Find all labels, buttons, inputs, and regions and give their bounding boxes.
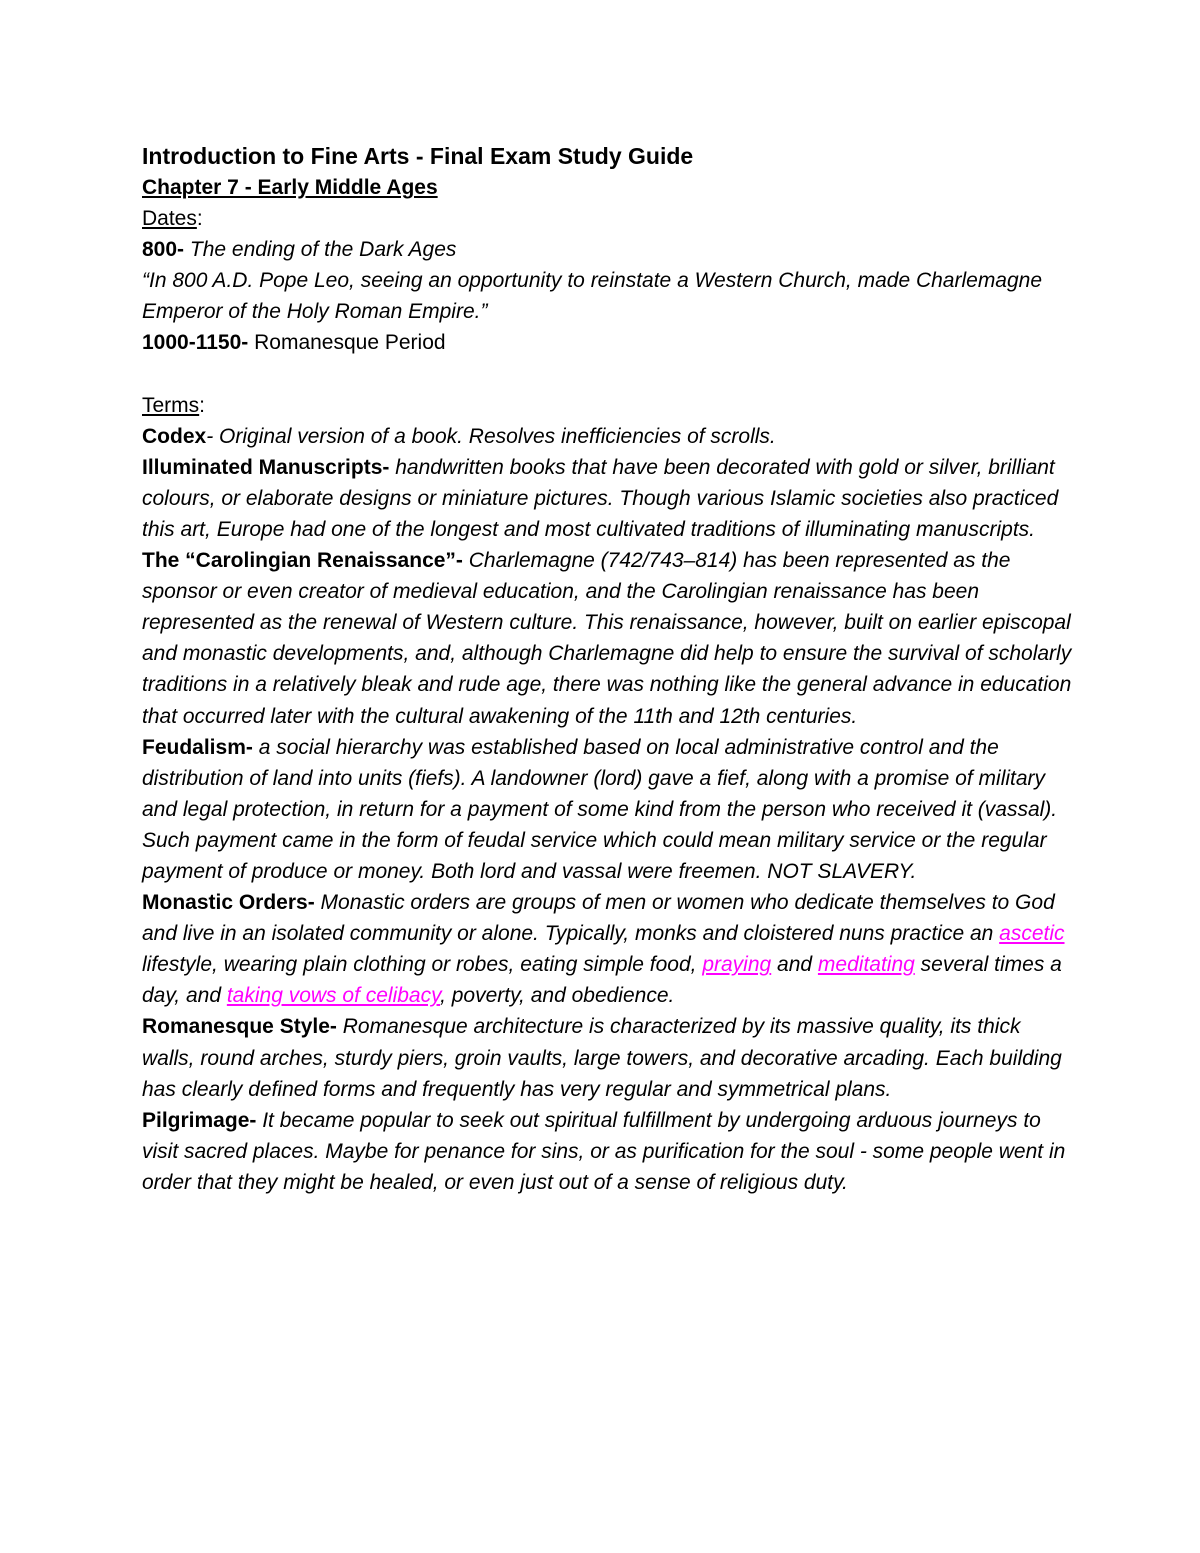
link-meditating[interactable]: meditating <box>817 953 915 977</box>
terms-label-suffix: : <box>199 393 206 417</box>
term-name: Illuminated Manuscripts- <box>142 455 390 479</box>
term-feudalism <box>142 732 1072 887</box>
term-name: Pilgrimage- <box>142 1108 257 1132</box>
document-page <box>142 141 1072 1198</box>
date-entry-800 <box>142 234 1072 265</box>
term-carolingian-renaissance <box>142 545 1072 732</box>
term-illuminated-manuscripts <box>142 452 1072 545</box>
dates-label-suffix: : <box>196 207 203 230</box>
term-pilgrimage <box>142 1105 1072 1198</box>
link-ascetic[interactable]: ascetic <box>999 922 1065 946</box>
term-description: Monastic orders are groups of men or women who dedicate themselves to God and live in an isolated community or alone. Typically, monks and cloistered nuns practice an <box>142 891 1055 946</box>
term-description: several times a day, and <box>142 953 1062 1008</box>
terms-label-line <box>142 390 1072 421</box>
term-description: and <box>771 953 818 977</box>
date-entry-desc: Romanesque Period <box>248 331 446 355</box>
term-description: handwritten books that have been decorated with gold or silver, brilliant colours, or elaborate designs or miniature pictures. Though various Islamic societies also practiced this art, Europe had one of the longest and most cultivated traditions of illuminating manuscripts. <box>142 455 1059 541</box>
link-taking-vows-of-celibacy[interactable]: taking vows of celibacy <box>226 984 441 1008</box>
link-praying[interactable]: praying <box>702 953 772 977</box>
terms-label: Terms <box>142 393 200 417</box>
term-name: Feudalism- <box>142 735 253 759</box>
term-description: a social hierarchy was established based on local administrative control and the distribution of land into units (fiefs). A landowner (lord) gave a fief, along with a promise of military and legal protection, in return for a payment of some kind from the person who received it (vassal). Such payment came in the form of feudal service which could mean military service or the regular payment of produce or money. Both lord and vassal were freemen. NOT SLAVERY. <box>142 735 1058 883</box>
term-description: lifestyle, wearing plain clothing or robes, eating simple food, <box>142 953 703 977</box>
term-description: , poverty, and obedience. <box>440 984 675 1008</box>
term-name: Monastic Orders- <box>142 891 315 915</box>
term-description: Charlemagne (742/743–814) has been represented as the sponsor or even creator of medieval education, and the Carolingian renaissance has been represented as the renewal of Western culture. This renaissance, however, built on earlier episcopal and monastic developments, and, although Charlemagne did help to ensure the survival of scholarly traditions in a relatively bleak and rude age, there was nothing like the general advance in education that occurred later with the cultural awakening of the 11th and 12th centuries. <box>142 549 1072 728</box>
term-description: - Original version of a book. Resolves inefficiencies of scrolls. <box>206 424 776 448</box>
term-name: The “Carolingian Renaissance”- <box>142 549 463 573</box>
blank-line <box>142 358 1072 389</box>
date-entry-term: 800- <box>142 238 185 262</box>
term-name: Codex <box>142 424 207 448</box>
term-description: It became popular to seek out spiritual fulfillment by undergoing arduous journeys to visit sacred places. Maybe for penance for sins, or as purification for the soul - some people went in order that they might be healed, or even just out of a sense of religious duty. <box>142 1108 1066 1194</box>
term-description: Romanesque architecture is characterized by its massive quality, its thick walls, round arches, sturdy piers, groin vaults, large towers, and decorative arcading. Each building has clearly defined forms and frequently has very regular and symmetrical plans. <box>142 1015 1062 1101</box>
term-monastic-orders <box>142 887 1072 1011</box>
date-entry-term: 1000-1150- <box>142 331 249 355</box>
date-entry-1000 <box>142 327 1072 358</box>
term-name: Romanesque Style- <box>142 1015 337 1039</box>
dates-label: Dates <box>142 207 197 230</box>
document-title: Introduction to Fine Arts - Final Exam Study Guide <box>142 143 694 169</box>
date-entry-desc: The ending of the Dark Ages <box>184 238 457 262</box>
term-codex <box>142 421 1072 452</box>
dates-label-line <box>142 203 1072 234</box>
chapter-heading: Chapter 7 - Early Middle Ages <box>142 176 438 199</box>
term-romanesque-style <box>142 1011 1072 1104</box>
date-quote: “In 800 A.D. Pope Leo, seeing an opportunity to reinstate a Western Church, made Charlemagne Emperor of the Holy Roman Empire.” <box>142 269 1043 324</box>
